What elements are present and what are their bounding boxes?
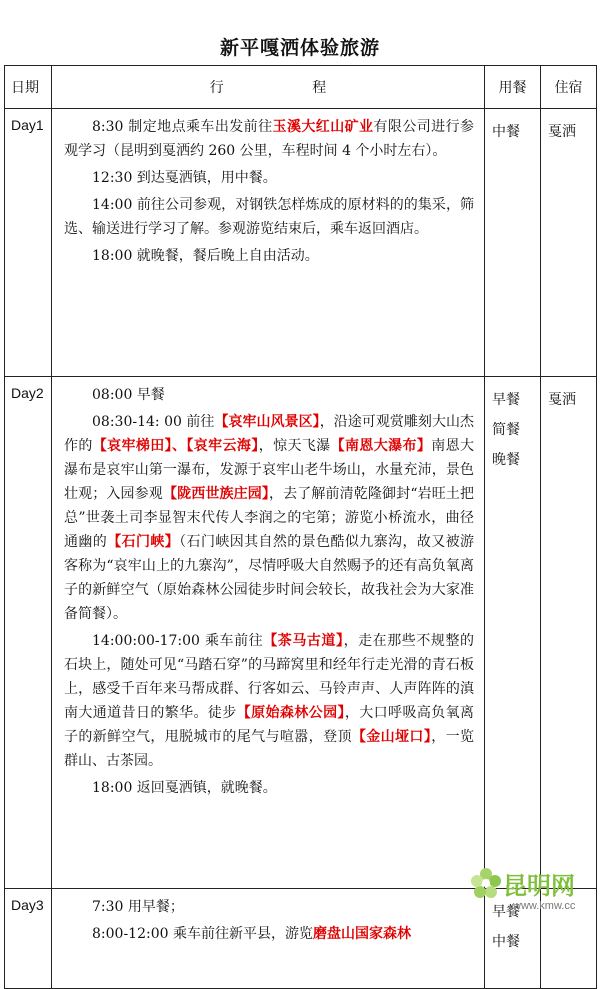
itinerary-text: 14:00 前往公司参观，对钢铁怎样炼成的原材料的的集采，筛选、输送进行学习了解。参观游览结束后，乘车返回酒店。 (64, 197, 474, 237)
itinerary-paragraph (64, 629, 474, 773)
watermark-text: 昆明网 (503, 873, 575, 900)
meal-item: 中餐 (492, 124, 520, 140)
highlighted-place: 【金山垭口】 (351, 729, 432, 745)
meal-item: 中餐 (492, 934, 520, 950)
itinerary-text: ，大口呼吸高负氧离子的新鲜空气，甩脱城市的尾气与喧嚣，登顶 (64, 705, 475, 745)
itinerary-paragraph (64, 193, 474, 241)
itinerary-paragraph (64, 244, 474, 268)
itinerary-cell (52, 377, 485, 889)
itinerary-paragraph (64, 115, 474, 163)
header-itinerary: 行 程 (52, 66, 485, 109)
meal-item: 早餐 (492, 392, 520, 408)
itinerary-text: 14:00:00-17:00 乘车前往 (92, 633, 264, 649)
itinerary-paragraph (64, 383, 474, 407)
lodging-cell: 戛洒 (541, 377, 597, 889)
itinerary-text: 南恩大瀑布是哀牢山第一瀑布，发源于哀牢山老牛场山，水量充沛，景色壮观；入园参观 (64, 438, 475, 502)
itinerary-text: ，沿途可观赏雕刻大山杰作的 (64, 414, 475, 454)
lodging-cell: 戛洒 (541, 109, 597, 377)
itinerary-text: 7:30 用早餐； (92, 899, 184, 915)
header-meals: 用餐 (485, 66, 541, 109)
itinerary-text: 08:00 早餐 (92, 387, 165, 403)
itinerary-text: ，一览群山、古茶园。 (64, 729, 475, 769)
highlighted-place: 【哀牢山风景区】 (214, 414, 320, 430)
itinerary-text: 12:30 到达戛洒镇，用中餐。 (92, 170, 277, 186)
itinerary-text: ，惊天飞瀑 (258, 438, 331, 454)
highlighted-place: 【茶马古道】 (263, 633, 344, 649)
highlighted-place: 【南恩大瀑布】 (330, 438, 432, 454)
highlighted-place: 玉溪大红山矿业 (272, 119, 374, 135)
day-label: Day2 (5, 377, 52, 889)
itinerary-text: 08:30-14: 00 前往 (92, 414, 215, 430)
itinerary-text: ，走在那些不规整的石块上，随处可见“马踏石穿”的马蹄窝里和经年行走光滑的青石板上，感受千百年来马帮成群、行客如云、马铃声声、人声阵阵的滇南大通道昔日的繁华。徒步 (64, 633, 475, 721)
day-row (5, 377, 597, 889)
flower-logo-icon (469, 866, 503, 900)
highlighted-place: 【哀牢梯田】、【哀牢云海】 (92, 438, 259, 454)
meal-item: 简餐 (492, 422, 520, 438)
table-header-row (5, 66, 597, 109)
itinerary-text: 有限公司进行参观学习（昆明到戛洒约 260 公里，车程时间 4 个小时左右）。 (64, 119, 475, 159)
itinerary-paragraph (64, 166, 474, 190)
meal-item: 晚餐 (492, 452, 520, 468)
itinerary-paragraph (64, 776, 474, 800)
itinerary-text: （石门峡因其自然的景色酷似九寨沟，故又被游客称为“哀牢山上的九寨沟”，尽情呼吸大自然赐予的还有高负氧离子的新鲜空气（原始森林公园徒步时间会较长，故我社会为大家准备简餐）。 (64, 534, 475, 622)
day-row (5, 109, 597, 377)
highlighted-place: 【陇西世族庄园】 (162, 486, 269, 502)
itinerary-text: 18:00 返回戛洒镇，就晚餐。 (92, 780, 277, 796)
itinerary-paragraph (64, 410, 474, 626)
highlighted-place: 【石门峡】 (107, 534, 180, 550)
meals-cell (485, 377, 541, 889)
highlighted-place: 磨盘山国家森林 (312, 926, 411, 942)
page-title: 新平嘎洒体验旅游 (219, 37, 380, 59)
header-lodging: 住宿 (541, 66, 597, 109)
header-date: 日期 (5, 66, 52, 109)
day-label: Day1 (5, 109, 52, 377)
itinerary-text: 18:00 就晚餐，餐后晚上自由活动。 (92, 248, 319, 264)
itinerary-cell (52, 109, 485, 377)
itinerary-cell (52, 889, 485, 989)
itinerary-table (4, 65, 597, 989)
itinerary-text: 8:00-12:00 乘车前往新平县，游览 (92, 926, 313, 942)
itinerary-paragraph (64, 895, 474, 919)
site-watermark (469, 862, 594, 922)
meal-item: 早餐 (492, 904, 520, 920)
meals-cell (485, 109, 541, 377)
watermark-url: www.kmw.cc (513, 900, 576, 912)
highlighted-place: 【原始森林公园】 (236, 705, 345, 721)
day-label: Day3 (5, 889, 52, 989)
itinerary-text: ，去了解前清乾隆御封“岩旺土把总”世袭土司李显智末代传人李润之的宅第；游览小桥流水，曲径通幽的 (64, 486, 475, 550)
itinerary-text: 8:30 制定地点乘车出发前往 (92, 119, 273, 135)
